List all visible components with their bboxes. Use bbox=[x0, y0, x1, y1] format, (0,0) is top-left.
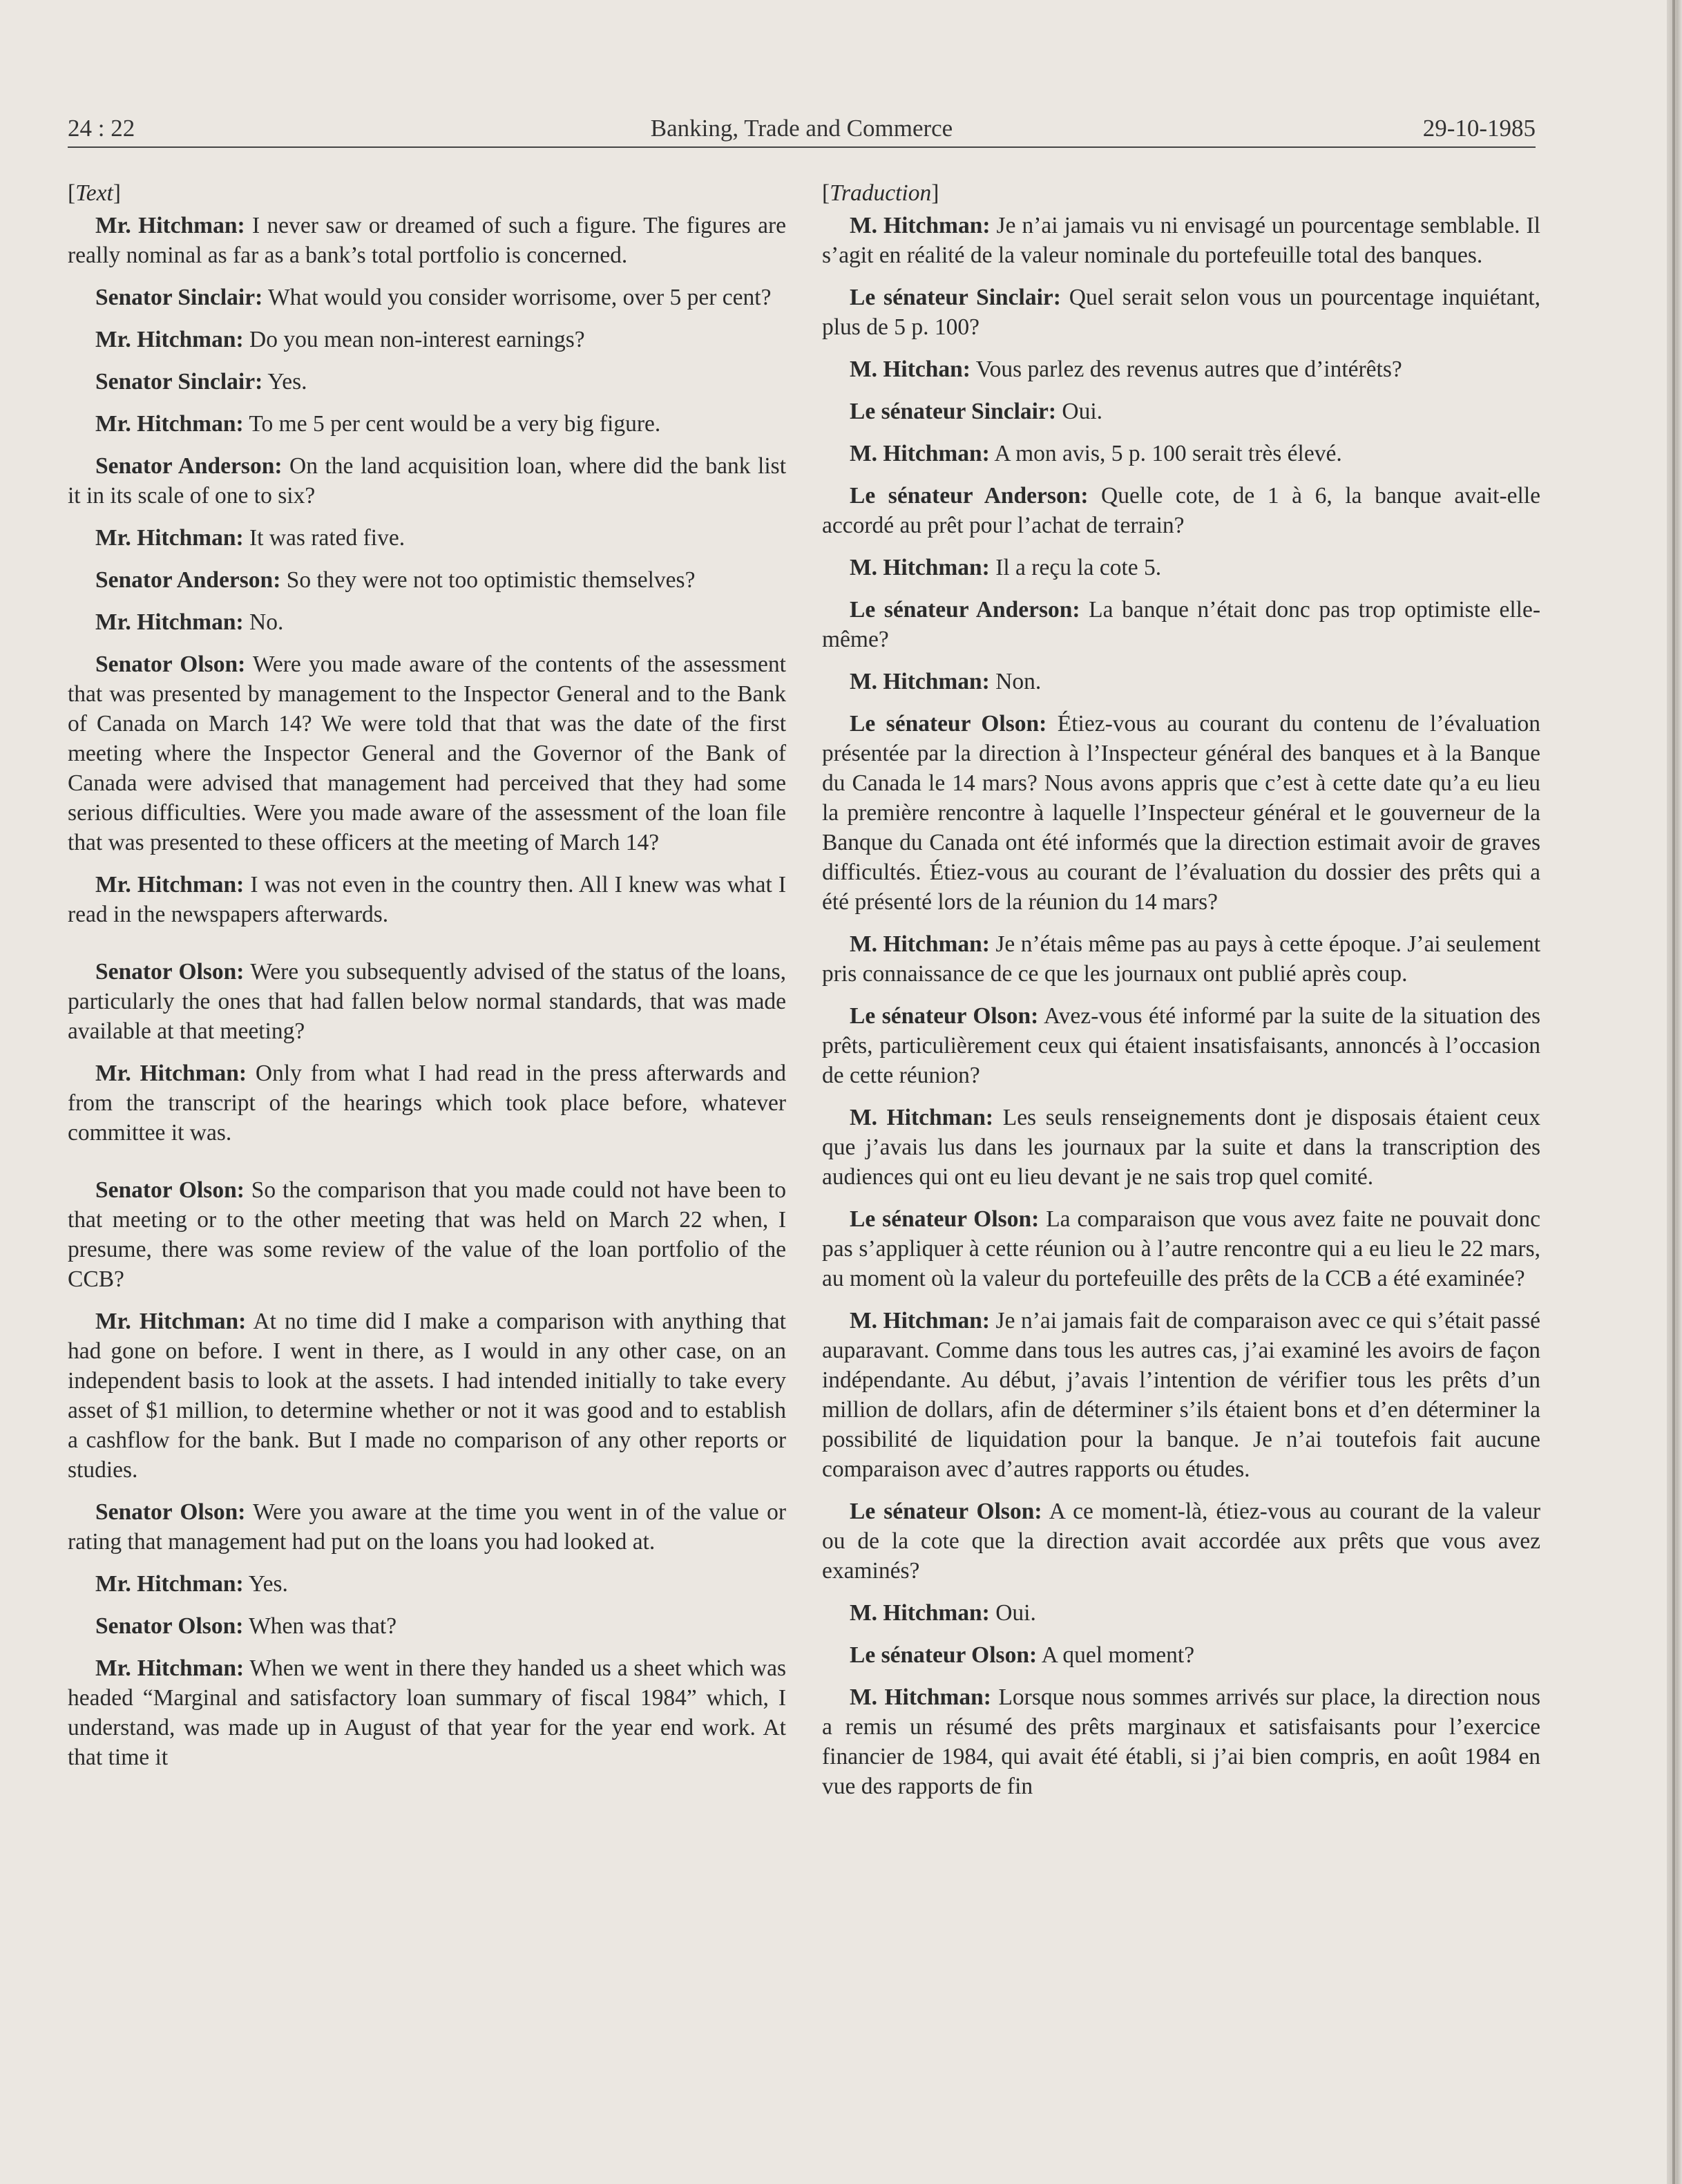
traduction-marker: [Traduction] bbox=[822, 180, 939, 206]
speaker-name: M. Hitchman: bbox=[850, 1105, 994, 1130]
speaker-name: Senator Sinclair: bbox=[95, 369, 263, 395]
speech-text: A ce moment-là, étiez-vous au courant de la valeur ou de la cote que la direction avait accordée aux prêts que vous avez examinés? bbox=[822, 1499, 1540, 1584]
speaker-name: Mr. Hitchman: bbox=[95, 1309, 247, 1334]
speech-text: When was that? bbox=[243, 1613, 397, 1639]
transcript-paragraph bbox=[68, 1611, 786, 1641]
transcript-paragraph bbox=[68, 1307, 786, 1485]
page-binding-line bbox=[1672, 0, 1675, 2184]
speaker-name: Mr. Hitchman: bbox=[95, 411, 244, 437]
speech-text: Je n’étais même pas au pays à cette époque. J’ai seulement pris connaissance de ce que les journaux ont publié après coup. bbox=[822, 931, 1540, 987]
speech-text: What would you consider worrisome, over 5 per cent? bbox=[262, 285, 772, 310]
speech-text: Oui. bbox=[1056, 399, 1102, 424]
transcript-paragraph bbox=[68, 211, 786, 270]
english-column bbox=[68, 178, 786, 1785]
transcript-paragraph bbox=[822, 1640, 1540, 1670]
speech-text: To me 5 per cent would be a very big figure. bbox=[243, 411, 661, 437]
speaker-name: M. Hitchan: bbox=[850, 357, 971, 382]
speaker-name: Mr. Hitchman: bbox=[95, 327, 244, 352]
speaker-name: M. Hitchman: bbox=[850, 441, 990, 466]
transcript-paragraph bbox=[822, 354, 1540, 384]
speech-text: Avez-vous été informé par la suite de la situation des prêts, particulièrement ceux qui étaient insatisfaisants, annoncés à l’occasion de cette réunion? bbox=[822, 1003, 1541, 1088]
speaker-name: Senator Anderson: bbox=[95, 567, 281, 593]
transcript-paragraph bbox=[68, 1653, 786, 1772]
transcript-paragraph bbox=[68, 1058, 786, 1148]
transcript-paragraph bbox=[68, 367, 786, 397]
transcript-paragraph bbox=[822, 397, 1540, 426]
speech-text: Quelle cote, de 1 à 6, la banque avait-elle accordé au prêt pour l’achat de terrain? bbox=[822, 483, 1540, 538]
speaker-name: Senator Sinclair: bbox=[95, 285, 263, 310]
speech-text: La comparaison que vous avez faite ne pouvait donc pas s’appliquer à cette réunion ou à l’autre rencontre qui a eu lieu le 22 mars, au moment où la valeur du portefeuille des prêts de la CCB a été examinée? bbox=[822, 1206, 1540, 1291]
transcript-paragraph bbox=[822, 1204, 1540, 1293]
speech-text: I never saw or dreamed of such a figure. The figures are really nominal as far as a bank’s total portfolio is concerned. bbox=[68, 213, 786, 268]
speaker-name: Mr. Hitchman: bbox=[95, 609, 244, 635]
speaker-name: Le sénateur Sinclair: bbox=[850, 285, 1061, 310]
speech-text: Vous parlez des revenus autres que d’intérêts? bbox=[970, 357, 1402, 382]
speech-text: A quel moment? bbox=[1037, 1642, 1195, 1668]
running-header bbox=[68, 111, 1536, 152]
speaker-name: M. Hitchman: bbox=[850, 1308, 990, 1333]
speaker-name: Mr. Hitchman: bbox=[95, 213, 245, 238]
speaker-name: M. Hitchman: bbox=[850, 1600, 990, 1626]
speech-text: No. bbox=[243, 609, 284, 635]
speech-text: Je n’ai jamais vu ni envisagé un pourcentage semblable. Il s’agit en réalité de la valeur nominale du portefeuille total des banques. bbox=[822, 213, 1540, 268]
speaker-name: Senator Anderson: bbox=[95, 453, 283, 479]
speech-text: A mon avis, 5 p. 100 serait très élevé. bbox=[989, 441, 1342, 466]
speaker-name: Le sénateur Olson: bbox=[850, 1003, 1039, 1029]
speaker-name: Senator Olson: bbox=[95, 1613, 244, 1639]
transcript-paragraph bbox=[822, 1497, 1540, 1586]
page-number: 24 : 22 bbox=[68, 115, 135, 142]
transcript-paragraph bbox=[68, 649, 786, 857]
speech-text: I was not even in the country then. All I knew was what I read in the newspapers afterwards. bbox=[68, 872, 786, 927]
transcript-paragraph bbox=[68, 409, 786, 439]
speech-text: Yes. bbox=[243, 1571, 288, 1597]
transcript-paragraph bbox=[68, 325, 786, 354]
speech-text: So the comparison that you made could not have been to that meeting or to the other meeting that was held on March 22 when, I presume, there was some review of the value of the loan portfolio of the CCB? bbox=[68, 1177, 786, 1292]
speech-text: Only from what I had read in the press afterwards and from the transcript of the hearings which took place before, whatever committee it was. bbox=[68, 1061, 786, 1146]
speaker-name: Le sénateur Olson: bbox=[850, 1499, 1042, 1524]
speech-text: Were you made aware of the contents of the assessment that was presented by management to the Inspector General and to the Bank of Canada on March 14? We were told that that was the date of the first meeting where the Inspector General and the Governor of the Bank of Canada were advised that management had perceived that they had some serious difficulties. Were you made aware of the assessment of the loan file that was presented to these officers at the meeting of March 14? bbox=[68, 652, 786, 855]
speech-text: Lorsque nous sommes arrivés sur place, la direction nous a remis un résumé des prêts marginaux et satisfaisants pour l’exercice financier de 1984, qui avait été établi, si j’ai bien compris, en août 1984 en vue des rapports de fin bbox=[822, 1684, 1540, 1799]
header-rule bbox=[68, 146, 1536, 148]
transcript-paragraph bbox=[68, 1175, 786, 1294]
speaker-name: Mr. Hitchman: bbox=[95, 872, 245, 898]
transcript-paragraph bbox=[822, 211, 1540, 270]
speaker-name: Le sénateur Olson: bbox=[850, 1642, 1038, 1668]
transcript-paragraph bbox=[68, 1569, 786, 1599]
speech-text: Yes. bbox=[262, 369, 307, 395]
transcript-paragraph bbox=[68, 1497, 786, 1557]
transcript-paragraph bbox=[68, 451, 786, 511]
speech-text: Were you subsequently advised of the status of the loans, particularly the ones that had fallen below normal standards, that was made available at that meeting? bbox=[68, 959, 786, 1044]
transcript-paragraph bbox=[822, 439, 1540, 468]
transcript-paragraph bbox=[822, 1306, 1540, 1484]
speech-text: Les seuls renseignements dont je disposais étaient ceux que j’avais lus dans les journaux par la suite et dans la transcription des audiences qui ont eu lieu devant je ne sais trop quel comité. bbox=[822, 1105, 1540, 1190]
transcript-paragraph bbox=[822, 553, 1540, 582]
text-marker: [Text] bbox=[68, 180, 121, 206]
speech-text: At no time did I make a comparison with anything that had gone on before. I went in there, as I would in any other case, on an independent basis to look at the assets. I had intended initially to take every asset of $1 million, to determine whether or not it was good and to establish a cashflow for the bank. But I made no comparison of any other reports or studies. bbox=[68, 1309, 786, 1483]
speaker-name: Senator Olson: bbox=[95, 959, 245, 985]
speaker-name: Mr. Hitchman: bbox=[95, 1655, 245, 1681]
speaker-name: Senator Olson: bbox=[95, 652, 246, 677]
speech-text: Non. bbox=[989, 669, 1042, 694]
speech-text: Il a reçu la cote 5. bbox=[989, 555, 1162, 580]
speech-text: Étiez-vous au courant du contenu de l’évaluation présentée par la direction à l’Inspecteur général des banques et à la Banque du Canada le 14 mars? Nous avons appris que c’est à cette date qu’a eu lieu la première rencontre à laquelle l’Inspecteur général et le gouverneur de la Banque du Canada ont été informés que la direction estimait avoir de graves difficultés. Étiez-vous au courant de l’évaluation du dossier des prêts qui a été présenté lors de la réunion du 14 mars? bbox=[822, 711, 1541, 915]
transcript-paragraph bbox=[68, 565, 786, 595]
transcript-paragraph bbox=[822, 283, 1540, 342]
speech-text: Do you mean non-interest earnings? bbox=[243, 327, 585, 352]
transcript-paragraph bbox=[822, 929, 1540, 989]
french-column bbox=[822, 178, 1540, 1814]
transcript-paragraph bbox=[68, 523, 786, 553]
running-title: Banking, Trade and Commerce bbox=[650, 115, 953, 142]
transcript-paragraph bbox=[68, 607, 786, 637]
speech-text: La banque n’était donc pas trop optimiste elle-même? bbox=[822, 597, 1540, 652]
speech-text: It was rated five. bbox=[243, 525, 405, 551]
transcript-paragraph bbox=[822, 1001, 1540, 1090]
speaker-name: Le sénateur Olson: bbox=[850, 711, 1047, 737]
speech-text: On the land acquisition loan, where did the bank list it in its scale of one to six? bbox=[68, 453, 787, 509]
transcript-paragraph bbox=[822, 709, 1540, 917]
speech-text: Oui. bbox=[989, 1600, 1036, 1626]
transcript-paragraph bbox=[68, 957, 786, 1046]
transcript-paragraph bbox=[822, 667, 1540, 696]
header-date: 29-10-1985 bbox=[1422, 115, 1536, 142]
speaker-name: M. Hitchman: bbox=[850, 213, 991, 238]
speaker-name: Senator Olson: bbox=[95, 1177, 245, 1203]
speaker-name: Senator Olson: bbox=[95, 1499, 246, 1525]
speaker-name: M. Hitchman: bbox=[850, 1684, 991, 1710]
speech-text: When we went in there they handed us a sheet which was headed “Marginal and satisfactory loan summary of fiscal 1984” which, I understand, was made up in August of that year for the year end work. At that time it bbox=[68, 1655, 786, 1770]
transcript-paragraph bbox=[822, 1103, 1540, 1192]
speaker-name: M. Hitchman: bbox=[850, 931, 990, 957]
transcript-paragraph bbox=[822, 1598, 1540, 1628]
speaker-name: Mr. Hitchman: bbox=[95, 525, 244, 551]
speaker-name: Mr. Hitchman: bbox=[95, 1571, 244, 1597]
speech-text: So they were not too optimistic themselves? bbox=[280, 567, 696, 593]
speaker-name: Le sénateur Olson: bbox=[850, 1206, 1040, 1232]
transcript-paragraph bbox=[68, 283, 786, 312]
transcript-paragraph bbox=[822, 481, 1540, 540]
speech-text: Quel serait selon vous un pourcentage inquiétant, plus de 5 p. 100? bbox=[822, 285, 1541, 340]
speech-text: Je n’ai jamais fait de comparaison avec ce qui s’était passé auparavant. Comme dans tous les autres cas, j’ai examiné les avoirs de façon indépendante. Au début, j’avais l’intention de vérifier tous les prêts d’un million de dollars, afin de déterminer s’ils étaient bons et d’en déterminer la possibilité de liquidation pour la banque. Je n’ai toutefois fait aucune comparaison avec d’autres rapports ou études. bbox=[822, 1308, 1540, 1482]
speech-text: Were you aware at the time you went in of the value or rating that management had put on the loans you had looked at. bbox=[68, 1499, 786, 1555]
transcript-paragraph bbox=[822, 595, 1540, 654]
transcript-paragraph bbox=[68, 870, 786, 929]
speaker-name: Le sénateur Anderson: bbox=[850, 483, 1089, 509]
speaker-name: M. Hitchman: bbox=[850, 555, 990, 580]
speaker-name: Le sénateur Anderson: bbox=[850, 597, 1080, 623]
transcript-paragraph bbox=[822, 1682, 1540, 1801]
speaker-name: M. Hitchman: bbox=[850, 669, 990, 694]
speaker-name: Mr. Hitchman: bbox=[95, 1061, 247, 1086]
speaker-name: Le sénateur Sinclair: bbox=[850, 399, 1056, 424]
